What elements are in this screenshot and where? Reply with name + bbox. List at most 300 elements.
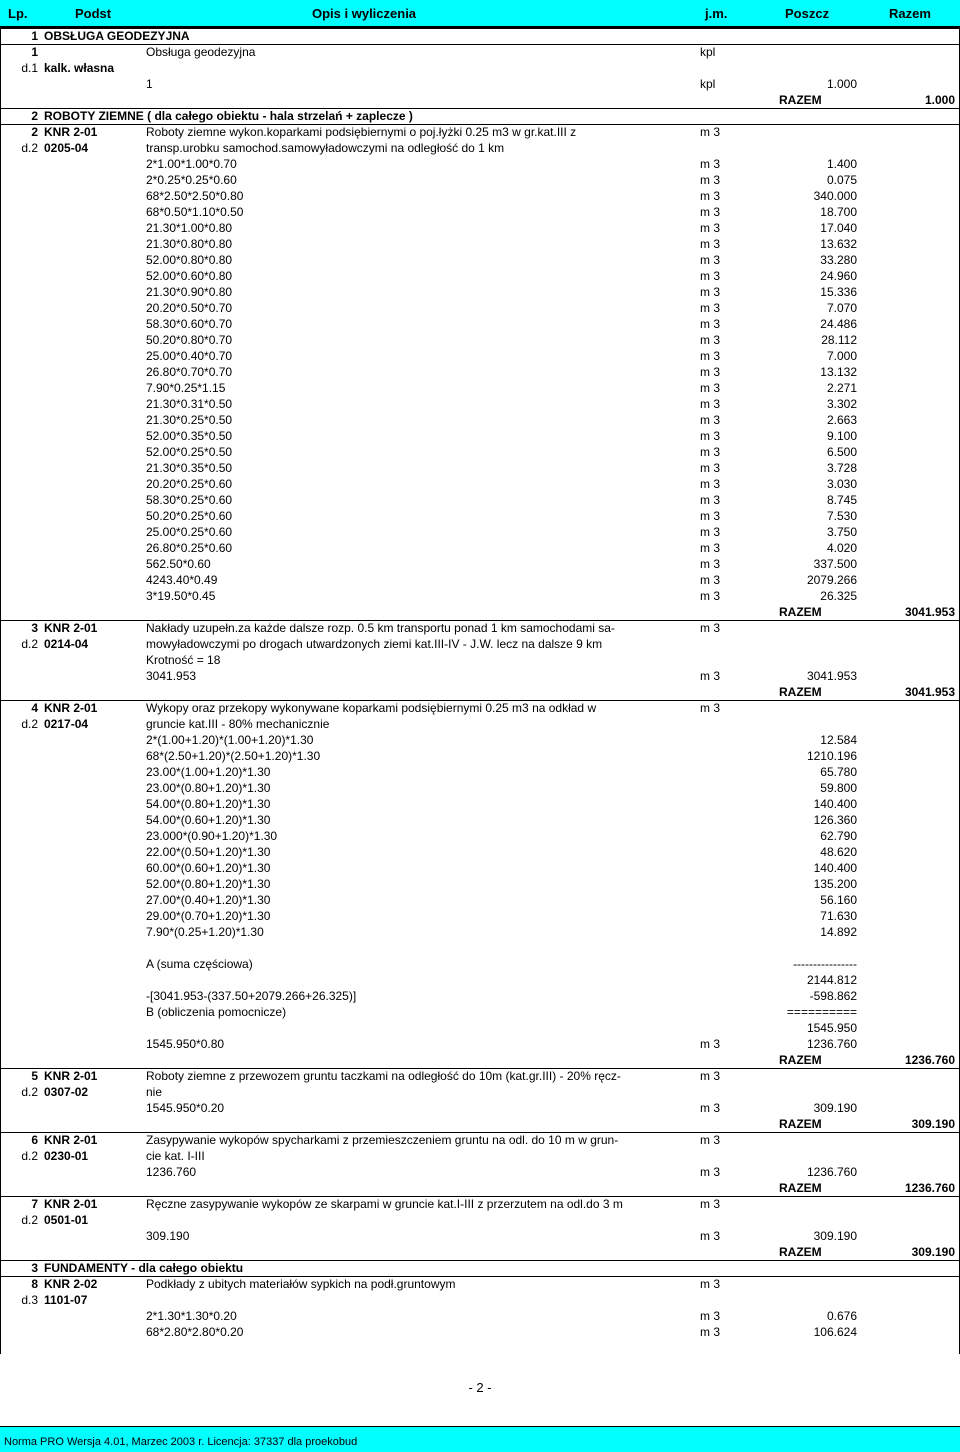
total-row — [0, 685, 960, 701]
row-partial-qty: 2.663 — [826, 413, 857, 427]
row-partial-qty: ---------------- — [793, 957, 857, 971]
row-partial-qty: 1.400 — [826, 157, 857, 171]
table-row — [0, 461, 960, 477]
row-partial-qty: 309.190 — [813, 1101, 857, 1115]
row-description: 2*(1.00+1.20)*(1.00+1.20)*1.30 — [146, 733, 314, 747]
row-partial-qty: 9.100 — [826, 429, 857, 443]
row-partial-qty: 126.360 — [813, 813, 857, 827]
row-total-value: 1236.760 — [904, 1181, 955, 1195]
row-partial-qty: 24.960 — [820, 269, 857, 283]
row-description: 20.20*0.50*0.70 — [146, 301, 233, 315]
row-unit: m 3 — [700, 1037, 721, 1051]
row-partial-qty: 48.620 — [820, 845, 857, 859]
table-row — [0, 765, 960, 781]
table-row — [0, 477, 960, 493]
row-unit: m 3 — [700, 477, 721, 491]
table-row — [0, 269, 960, 285]
row-description: 68*2.80*2.80*0.20 — [146, 1325, 244, 1339]
row-unit: m 3 — [700, 541, 721, 555]
row-total-label: RAZEM — [779, 93, 822, 107]
row-total-label: RAZEM — [779, 1181, 822, 1195]
row-partial-qty: 3.728 — [826, 461, 857, 475]
row-description: 58.30*0.60*0.70 — [146, 317, 233, 331]
row-description: 2*1.00*1.00*0.70 — [146, 157, 237, 171]
row-basis: 0217-04 — [44, 717, 89, 731]
table-row — [0, 957, 960, 973]
row-unit: m 3 — [700, 349, 721, 363]
footer-license-text: Norma PRO Wersja 4.01, Marzec 2003 r. Licencja: 37337 dla proekobud — [4, 1436, 358, 1448]
row-unit: m 3 — [700, 221, 721, 235]
row-description: 1545.950*0.20 — [146, 1101, 225, 1115]
table-row — [0, 829, 960, 845]
row-description: 52.00*0.80*0.80 — [146, 253, 233, 267]
table-row — [0, 237, 960, 253]
table-row — [0, 317, 960, 333]
table-row — [0, 877, 960, 893]
row-partial-qty: 337.500 — [813, 557, 857, 571]
row-unit: kpl — [700, 45, 716, 59]
row-basis: 0307-02 — [44, 1085, 89, 1099]
table-row — [0, 557, 960, 573]
row-total-value: 3041.953 — [904, 685, 955, 699]
cost-estimate-table — [0, 28, 960, 1354]
row-basis: 0214-04 — [44, 637, 89, 651]
row-lp: d.2 — [21, 1149, 38, 1163]
row-lp: 2 — [31, 125, 38, 139]
row-unit: m 3 — [700, 445, 721, 459]
row-unit: m 3 — [700, 1197, 721, 1211]
row-lp: d.2 — [21, 637, 38, 651]
row-description: Wykopy oraz przekopy wykonywane koparkami podsiębiernymi 0.25 m3 na odkład w — [146, 701, 597, 715]
table-row — [0, 621, 960, 637]
row-description: Krotność = 18 — [146, 653, 221, 667]
total-row — [0, 605, 960, 621]
table-row — [0, 909, 960, 925]
row-description: 2*0.25*0.25*0.60 — [146, 173, 237, 187]
row-lp: 4 — [31, 701, 38, 715]
row-description: 23.00*(0.80+1.20)*1.30 — [146, 781, 271, 795]
table-row — [0, 77, 960, 93]
row-description: ROBOTY ZIEMNE ( dla całego obiektu - hala strzelań + zaplecze ) — [44, 109, 413, 123]
row-description: 50.20*0.80*0.70 — [146, 333, 233, 347]
row-partial-qty: 6.500 — [826, 445, 857, 459]
row-description: 25.00*0.40*0.70 — [146, 349, 233, 363]
section-row — [0, 1261, 960, 1277]
row-description: 21.30*1.00*0.80 — [146, 221, 233, 235]
row-unit: m 3 — [700, 237, 721, 251]
row-description: Roboty ziemne wykon.koparkami podsiębiernymi o poj.łyżki 0.25 m3 w gr.kat.III z — [146, 125, 577, 139]
table-row — [0, 1069, 960, 1085]
table-row — [0, 1133, 960, 1149]
row-description: gruncie kat.III - 80% mechanicznie — [146, 717, 330, 731]
row-unit: m 3 — [700, 1229, 721, 1243]
row-description: 22.00*(0.50+1.20)*1.30 — [146, 845, 271, 859]
col-podst-header: Podst — [75, 6, 112, 21]
row-description: 68*0.50*1.10*0.50 — [146, 205, 244, 219]
row-description: 21.30*0.31*0.50 — [146, 397, 233, 411]
row-partial-qty: ========== — [786, 1005, 857, 1019]
table-row — [0, 429, 960, 445]
row-partial-qty: 18.700 — [820, 205, 857, 219]
row-unit: m 3 — [700, 701, 721, 715]
table-row — [0, 221, 960, 237]
col-jm-header: j.m. — [705, 6, 728, 21]
row-basis: KNR 2-02 — [44, 1277, 98, 1291]
table-header — [0, 0, 960, 28]
table-row — [0, 861, 960, 877]
table-row — [0, 733, 960, 749]
table-row — [0, 925, 960, 941]
row-lp: d.2 — [21, 1085, 38, 1099]
row-description: 21.30*0.90*0.80 — [146, 285, 233, 299]
total-row — [0, 93, 960, 109]
total-row — [0, 1181, 960, 1197]
table-row — [0, 1101, 960, 1117]
row-partial-qty: 26.325 — [820, 589, 857, 603]
row-unit: m 3 — [700, 365, 721, 379]
row-description: 68*(2.50+1.20)*(2.50+1.20)*1.30 — [146, 749, 321, 763]
table-row — [0, 1277, 960, 1293]
table-row — [0, 1149, 960, 1165]
section-row — [0, 109, 960, 125]
row-description: nie — [146, 1085, 163, 1099]
row-partial-qty: 3.750 — [826, 525, 857, 539]
row-partial-qty: 15.336 — [820, 285, 857, 299]
row-description: 27.00*(0.40+1.20)*1.30 — [146, 893, 271, 907]
row-partial-qty: 28.112 — [821, 333, 857, 347]
col-poszcz-header: Poszcz — [785, 6, 830, 21]
row-total-value: 1.000 — [924, 93, 955, 107]
row-description: 54.00*(0.60+1.20)*1.30 — [146, 813, 271, 827]
row-unit: m 3 — [700, 669, 721, 683]
table-row — [0, 1037, 960, 1053]
row-unit: m 3 — [700, 397, 721, 411]
row-total-label: RAZEM — [779, 1053, 822, 1067]
row-partial-qty: 0.676 — [826, 1309, 857, 1323]
table-row — [0, 541, 960, 557]
table-row — [0, 669, 960, 685]
row-description: Nakłady uzupełn.za każde dalsze rozp. 0.5 km transportu ponad 1 km samochodami sa- — [146, 621, 615, 635]
row-unit: m 3 — [700, 1309, 721, 1323]
row-unit: m 3 — [700, 173, 721, 187]
table-row — [0, 1005, 960, 1021]
table-row — [0, 365, 960, 381]
table-row — [0, 285, 960, 301]
row-unit: m 3 — [700, 1069, 721, 1083]
row-description: 54.00*(0.80+1.20)*1.30 — [146, 797, 271, 811]
row-unit: m 3 — [700, 413, 721, 427]
row-lp: d.1 — [21, 61, 38, 75]
table-row — [0, 637, 960, 653]
table-row — [0, 381, 960, 397]
table-row — [0, 941, 960, 957]
row-partial-qty: 1236.760 — [806, 1037, 857, 1051]
total-row — [0, 1053, 960, 1069]
row-lp: d.2 — [21, 141, 38, 155]
row-partial-qty: 4.020 — [826, 541, 857, 555]
row-description: 25.00*0.25*0.60 — [146, 525, 233, 539]
table-row — [0, 125, 960, 141]
row-unit: m 3 — [700, 157, 721, 171]
table-row — [0, 189, 960, 205]
col-razem-header: Razem — [889, 6, 931, 21]
table-row — [0, 141, 960, 157]
row-basis: 0230-01 — [44, 1149, 89, 1163]
row-unit: m 3 — [700, 509, 721, 523]
row-description: Obsługa geodezyjna — [146, 45, 256, 59]
row-lp: 2 — [31, 109, 38, 123]
row-partial-qty: 1210.196 — [806, 749, 857, 763]
row-unit: m 3 — [700, 285, 721, 299]
row-description: 1 — [146, 77, 153, 91]
row-unit: m 3 — [700, 1101, 721, 1115]
row-partial-qty: 13.132 — [820, 365, 857, 379]
row-description: 52.00*0.60*0.80 — [146, 269, 233, 283]
row-partial-qty: 24.486 — [820, 317, 857, 331]
row-lp: d.2 — [21, 1213, 38, 1227]
table-row — [0, 749, 960, 765]
row-unit: m 3 — [700, 301, 721, 315]
row-description: 21.30*0.80*0.80 — [146, 237, 233, 251]
row-description: Podkłady z ubitych materiałów sypkich na podł.gruntowym — [146, 1277, 456, 1291]
row-unit: m 3 — [700, 1325, 721, 1339]
row-partial-qty: 17.040 — [820, 221, 857, 235]
row-description: cie kat. I-III — [146, 1149, 205, 1163]
row-description: 29.00*(0.70+1.20)*1.30 — [146, 909, 271, 923]
total-row — [0, 1117, 960, 1133]
row-description: 1236.760 — [146, 1165, 197, 1179]
row-partial-qty: 12.584 — [820, 733, 857, 747]
table-row — [0, 1021, 960, 1037]
row-basis: 0205-04 — [44, 141, 89, 155]
row-partial-qty: 3041.953 — [806, 669, 857, 683]
table-row — [0, 1309, 960, 1325]
row-lp: 7 — [31, 1197, 38, 1211]
row-total-label: RAZEM — [779, 605, 822, 619]
row-lp: 1 — [31, 45, 38, 59]
table-row — [0, 717, 960, 733]
row-lp: 3 — [31, 621, 38, 635]
row-partial-qty: 13.632 — [820, 237, 857, 251]
row-basis: 0501-01 — [44, 1213, 89, 1227]
row-unit: kpl — [700, 77, 716, 91]
table-row — [0, 893, 960, 909]
row-unit: m 3 — [700, 317, 721, 331]
table-row — [0, 173, 960, 189]
row-unit: m 3 — [700, 573, 721, 587]
row-partial-qty: 140.400 — [813, 797, 857, 811]
row-unit: m 3 — [700, 493, 721, 507]
row-unit: m 3 — [700, 1133, 721, 1147]
row-description: 50.20*0.25*0.60 — [146, 509, 233, 523]
row-basis: 1101-07 — [44, 1293, 88, 1307]
row-description: 52.00*0.25*0.50 — [146, 445, 233, 459]
row-description: 26.80*0.70*0.70 — [146, 365, 233, 379]
table-row — [0, 653, 960, 669]
row-lp: 6 — [31, 1133, 38, 1147]
row-partial-qty: 2144.812 — [806, 973, 857, 987]
table-row — [0, 813, 960, 829]
row-total-value: 309.190 — [911, 1245, 955, 1259]
table-row — [0, 1325, 960, 1341]
row-partial-qty: 1236.760 — [806, 1165, 857, 1179]
row-unit: m 3 — [700, 429, 721, 443]
row-unit: m 3 — [700, 461, 721, 475]
row-description: 2*1.30*1.30*0.20 — [146, 1309, 237, 1323]
row-total-label: RAZEM — [779, 1245, 822, 1259]
row-lp: 5 — [31, 1069, 38, 1083]
row-description: FUNDAMENTY - dla całego obiektu — [44, 1261, 244, 1275]
row-unit: m 3 — [700, 189, 721, 203]
table-row — [0, 1197, 960, 1213]
page-number: - 2 - — [468, 1380, 492, 1395]
row-basis: KNR 2-01 — [44, 1069, 98, 1083]
row-partial-qty: 340.000 — [813, 189, 857, 203]
row-unit: m 3 — [700, 621, 721, 635]
row-partial-qty: 56.160 — [820, 893, 857, 907]
row-description: Ręczne zasypywanie wykopów ze skarpami w gruncie kat.I-III z przerzutem na odl.do 3 m — [146, 1197, 623, 1211]
row-description: 309.190 — [146, 1229, 190, 1243]
row-unit: m 3 — [700, 269, 721, 283]
row-description: 60.00*(0.60+1.20)*1.30 — [146, 861, 271, 875]
row-partial-qty: 7.070 — [826, 301, 857, 315]
row-partial-qty: 7.000 — [826, 349, 857, 363]
row-partial-qty: 2079.266 — [806, 573, 857, 587]
row-description: 562.50*0.60 — [146, 557, 211, 571]
row-unit: m 3 — [700, 205, 721, 219]
row-total-label: RAZEM — [779, 1117, 822, 1131]
row-description: 26.80*0.25*0.60 — [146, 541, 233, 555]
row-description: -[3041.953-(337.50+2079.266+26.325)] — [146, 989, 357, 1003]
col-opis-header: Opis i wyliczenia — [312, 6, 417, 21]
row-partial-qty: 14.892 — [820, 925, 857, 939]
section-row — [0, 29, 960, 45]
row-description: 23.00*(1.00+1.20)*1.30 — [146, 765, 271, 779]
row-partial-qty: 309.190 — [813, 1229, 857, 1243]
table-row — [0, 1085, 960, 1101]
row-unit: m 3 — [700, 333, 721, 347]
row-total-value: 1236.760 — [904, 1053, 955, 1067]
row-partial-qty: 1545.950 — [806, 1021, 857, 1035]
table-row — [0, 413, 960, 429]
row-unit: m 3 — [700, 589, 721, 603]
row-description: 20.20*0.25*0.60 — [146, 477, 233, 491]
row-partial-qty: 140.400 — [813, 861, 857, 875]
table-row — [0, 845, 960, 861]
table-row — [0, 1293, 960, 1309]
table-row — [0, 781, 960, 797]
row-unit: m 3 — [700, 1165, 721, 1179]
table-row — [0, 493, 960, 509]
row-total-value: 3041.953 — [904, 605, 955, 619]
row-partial-qty: 62.790 — [820, 829, 857, 843]
col-lp-header: Lp. — [8, 6, 28, 21]
table-row — [0, 397, 960, 413]
row-unit: m 3 — [700, 125, 721, 139]
row-total-label: RAZEM — [779, 685, 822, 699]
table-row — [0, 333, 960, 349]
row-basis: KNR 2-01 — [44, 1133, 98, 1147]
row-partial-qty: 71.630 — [820, 909, 857, 923]
table-row — [0, 445, 960, 461]
row-description: 4243.40*0.49 — [146, 573, 218, 587]
table-row — [0, 349, 960, 365]
row-partial-qty: 8.745 — [826, 493, 857, 507]
table-row — [0, 1165, 960, 1181]
row-description: 3*19.50*0.45 — [146, 589, 216, 603]
row-description: Zasypywanie wykopów spycharkami z przemieszczeniem gruntu na odl. do 10 m w grun- — [146, 1133, 619, 1147]
row-partial-qty: 33.280 — [820, 253, 857, 267]
row-description: OBSŁUGA GEODEZYJNA — [44, 29, 190, 43]
table-row — [0, 509, 960, 525]
row-description: A (suma częściowa) — [146, 957, 253, 971]
table-row — [0, 253, 960, 269]
row-partial-qty: 65.780 — [820, 765, 857, 779]
row-lp: 3 — [31, 1261, 38, 1275]
row-description: 1545.950*0.80 — [146, 1037, 225, 1051]
row-basis: KNR 2-01 — [44, 621, 98, 635]
table-row — [0, 989, 960, 1005]
row-basis: kalk. własna — [44, 61, 115, 75]
row-partial-qty: 1.000 — [826, 77, 857, 91]
row-basis: KNR 2-01 — [44, 125, 98, 139]
row-partial-qty: 106.624 — [813, 1325, 857, 1339]
table-row — [0, 701, 960, 717]
table-row — [0, 589, 960, 605]
row-lp: d.3 — [21, 1293, 38, 1307]
row-partial-qty: 7.530 — [826, 509, 857, 523]
row-description: B (obliczenia pomocnicze) — [146, 1005, 287, 1019]
table-row — [0, 525, 960, 541]
row-description: 23.000*(0.90+1.20)*1.30 — [146, 829, 278, 843]
row-partial-qty: 59.800 — [820, 781, 857, 795]
row-partial-qty: 2.271 — [826, 381, 857, 395]
row-lp: 1 — [31, 29, 38, 43]
row-description: 7.90*0.25*1.15 — [146, 381, 226, 395]
row-description: Roboty ziemne z przewozem gruntu taczkami na odległość do 10m (kat.gr.III) - 20% ręcz- — [146, 1069, 621, 1083]
row-unit: m 3 — [700, 1277, 721, 1291]
table-row — [0, 45, 960, 61]
table-row — [0, 205, 960, 221]
row-unit: m 3 — [700, 525, 721, 539]
row-partial-qty: -598.862 — [809, 989, 857, 1003]
row-description: 3041.953 — [146, 669, 197, 683]
row-description: 7.90*(0.25+1.20)*1.30 — [146, 925, 264, 939]
table-row — [0, 1213, 960, 1229]
row-total-value: 309.190 — [911, 1117, 955, 1131]
table-row — [0, 1229, 960, 1245]
row-unit: m 3 — [700, 381, 721, 395]
row-partial-qty: 135.200 — [813, 877, 857, 891]
footer-bar — [0, 1426, 960, 1452]
row-description: 21.30*0.35*0.50 — [146, 461, 233, 475]
row-partial-qty: 0.075 — [826, 173, 857, 187]
row-unit: m 3 — [700, 253, 721, 267]
row-description: mowyładowczymi po drogach utwardzonych ziemi kat.III-IV - J.W. lecz na dalsze 9 km — [146, 637, 603, 651]
row-description: 52.00*0.35*0.50 — [146, 429, 233, 443]
row-lp: d.2 — [21, 717, 38, 731]
row-partial-qty: 3.030 — [826, 477, 857, 491]
row-description: 21.30*0.25*0.50 — [146, 413, 233, 427]
row-basis: KNR 2-01 — [44, 1197, 98, 1211]
table-row — [0, 797, 960, 813]
table-row — [0, 573, 960, 589]
total-row — [0, 1245, 960, 1261]
table-row — [0, 157, 960, 173]
row-partial-qty: 3.302 — [826, 397, 857, 411]
row-lp: 8 — [31, 1277, 38, 1291]
row-description: 58.30*0.25*0.60 — [146, 493, 233, 507]
